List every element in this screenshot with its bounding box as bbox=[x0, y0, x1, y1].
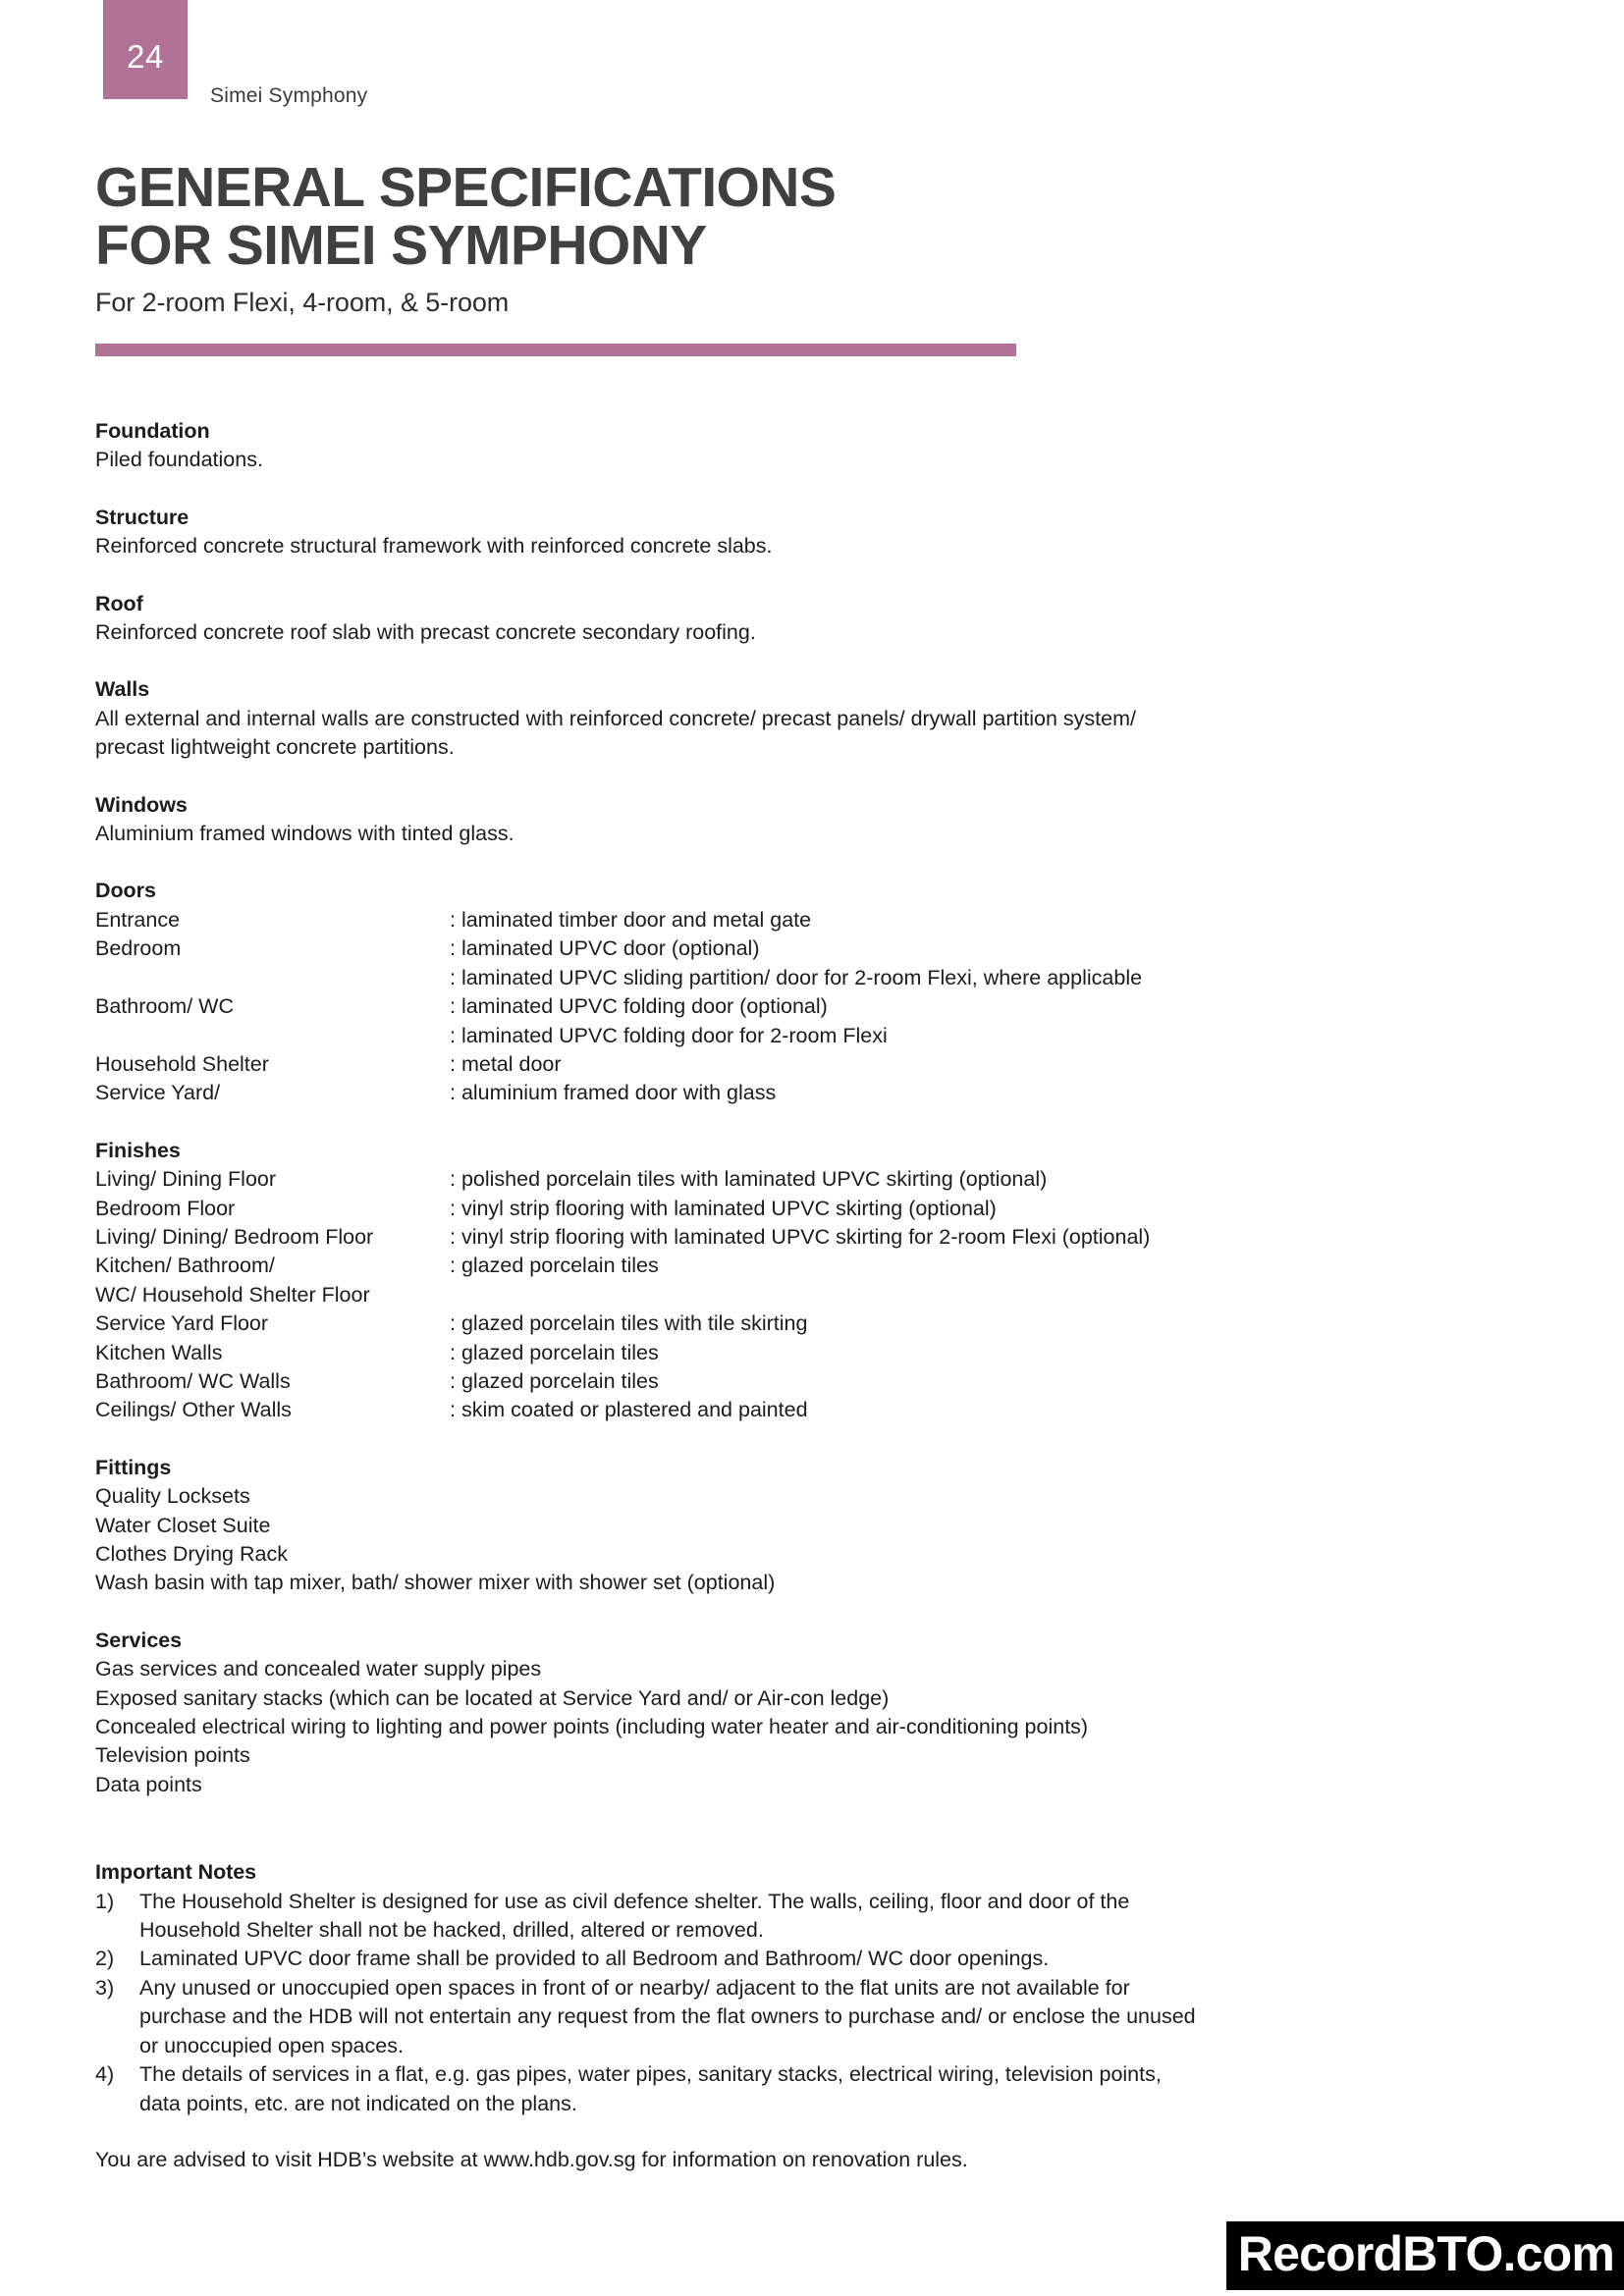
section-heading-roof: Roof bbox=[95, 591, 143, 615]
section-structure bbox=[95, 504, 1489, 561]
section-line: Clothes Drying Rack bbox=[95, 1542, 288, 1566]
section-line: Data points bbox=[95, 1772, 202, 1796]
note-number: 4) bbox=[95, 2062, 115, 2087]
spec-row bbox=[95, 1396, 1489, 1424]
section-line: Gas services and concealed water supply pipes bbox=[95, 1657, 542, 1682]
spec-value: : glazed porcelain tiles bbox=[450, 1340, 659, 1364]
section-line: Exposed sanitary stacks (which can be located at Service Yard and/ or Air-con ledge) bbox=[95, 1685, 890, 1710]
section-doors bbox=[95, 877, 1489, 1107]
note-line: purchase and the HDB will not entertain any request from the flat owners to purchase and/ or enclose the unused bbox=[139, 2004, 1196, 2029]
closing-statement: You are advised to visit HDB’s website at www.hdb.gov.sg for information on renovation rules. bbox=[95, 2147, 968, 2171]
section-line: Television points bbox=[95, 1743, 250, 1768]
note-line: Any unused or unoccupied open spaces in front of or nearby/ adjacent to the flat units are not available for bbox=[139, 1975, 1130, 2000]
spec-value: : laminated UPVC folding door for 2-room Flexi bbox=[450, 1023, 888, 1047]
section-roof bbox=[95, 590, 1489, 648]
title-divider-rule bbox=[95, 344, 1016, 356]
note-line: or unoccupied open spaces. bbox=[139, 2033, 404, 2057]
note-number: 3) bbox=[95, 1975, 115, 2000]
section-line: Piled foundations. bbox=[95, 448, 263, 472]
spec-label: Bedroom bbox=[95, 936, 182, 961]
spec-value: : glazed porcelain tiles with tile skirting bbox=[450, 1311, 808, 1336]
note-body bbox=[139, 2060, 1489, 2118]
spec-row bbox=[95, 1022, 1489, 1050]
page-title-line-2: FOR SIMEI SYMPHONY bbox=[95, 213, 707, 277]
spec-label: Bedroom Floor bbox=[95, 1196, 236, 1220]
spec-row bbox=[95, 964, 1489, 992]
spec-row bbox=[95, 992, 1489, 1021]
section-line: Reinforced concrete structural framework with reinforced concrete slabs. bbox=[95, 534, 773, 559]
section-walls bbox=[95, 675, 1489, 762]
spec-label: Entrance bbox=[95, 907, 181, 932]
section-line: Quality Locksets bbox=[95, 1484, 250, 1509]
section-heading-important-notes: Important Notes bbox=[95, 1860, 257, 1885]
section-services bbox=[95, 1627, 1489, 1799]
spec-label: Bathroom/ WC bbox=[95, 994, 234, 1019]
section-foundation bbox=[95, 417, 1489, 475]
note-line: Laminated UPVC door frame shall be provided to all Bedroom and Bathroom/ WC door openings. bbox=[139, 1947, 1050, 1971]
section-line: Wash basin with tap mixer, bath/ shower mixer with shower set (optional) bbox=[95, 1571, 776, 1595]
note-item bbox=[95, 2060, 1489, 2118]
section-line: All external and internal walls are constructed with reinforced concrete/ precast panels/ drywall partition system/ bbox=[95, 706, 1136, 730]
section-windows bbox=[95, 791, 1489, 849]
page-number-badge: 24 bbox=[103, 0, 188, 99]
note-body bbox=[139, 1974, 1489, 2060]
section-line: precast lightweight concrete partitions. bbox=[95, 735, 455, 760]
spec-label: Living/ Dining/ Bedroom Floor bbox=[95, 1224, 374, 1249]
spec-value: : metal door bbox=[450, 1051, 562, 1076]
section-line: Reinforced concrete roof slab with precast concrete secondary roofing. bbox=[95, 620, 756, 645]
spec-row bbox=[95, 1252, 1489, 1280]
title-block bbox=[95, 156, 1175, 356]
section-heading-windows: Windows bbox=[95, 792, 188, 817]
note-line: Household Shelter shall not be hacked, drilled, altered or removed. bbox=[139, 1918, 764, 1943]
spec-label: Living/ Dining Floor bbox=[95, 1167, 277, 1192]
spec-row bbox=[95, 1281, 1489, 1309]
spec-value: : polished porcelain tiles with laminated UPVC skirting (optional) bbox=[450, 1167, 1048, 1192]
section-finishes bbox=[95, 1137, 1489, 1425]
note-item bbox=[95, 1945, 1489, 1973]
spec-value: : laminated UPVC folding door (optional) bbox=[450, 994, 828, 1019]
spec-row bbox=[95, 934, 1489, 963]
spec-label: Household Shelter bbox=[95, 1051, 269, 1076]
section-heading-structure: Structure bbox=[95, 505, 189, 529]
page-header bbox=[0, 0, 1624, 128]
header-project-name: Simei Symphony bbox=[210, 84, 368, 107]
spec-row bbox=[95, 1309, 1489, 1338]
note-item bbox=[95, 1888, 1489, 1946]
spec-value: : laminated timber door and metal gate bbox=[450, 907, 812, 932]
section-heading-walls: Walls bbox=[95, 677, 150, 702]
section-heading-foundation: Foundation bbox=[95, 419, 210, 443]
page-title-line-1: GENERAL SPECIFICATIONS bbox=[95, 156, 837, 219]
page-title bbox=[95, 156, 1175, 277]
spec-row bbox=[95, 1367, 1489, 1396]
spec-row bbox=[95, 1050, 1489, 1079]
spec-label: Service Yard Floor bbox=[95, 1311, 269, 1336]
spec-row bbox=[95, 1339, 1489, 1367]
note-line: The details of services in a flat, e.g. gas pipes, water pipes, sanitary stacks, electrical wiring, television points, bbox=[139, 2062, 1162, 2087]
spec-value: : laminated UPVC sliding partition/ door for 2-room Flexi, where applicable bbox=[450, 965, 1143, 989]
note-line: data points, etc. are not indicated on the plans. bbox=[139, 2091, 577, 2115]
spec-label: Ceilings/ Other Walls bbox=[95, 1398, 292, 1422]
spec-row bbox=[95, 1223, 1489, 1252]
section-fittings bbox=[95, 1454, 1489, 1598]
note-body bbox=[139, 1945, 1489, 1973]
specifications-body bbox=[95, 417, 1489, 2203]
spec-label: Service Yard/ bbox=[95, 1081, 221, 1105]
note-number: 2) bbox=[95, 1947, 115, 1971]
section-heading-fittings: Fittings bbox=[95, 1455, 172, 1479]
section-heading-doors: Doors bbox=[95, 879, 156, 903]
note-line: The Household Shelter is designed for use as civil defence shelter. The walls, ceiling, floor and door of the bbox=[139, 1889, 1130, 1913]
note-number: 1) bbox=[95, 1889, 115, 1913]
note-item bbox=[95, 1974, 1489, 2060]
spec-value: : vinyl strip flooring with laminated UPVC skirting (optional) bbox=[450, 1196, 997, 1220]
spec-value: : skim coated or plastered and painted bbox=[450, 1398, 808, 1422]
page-subtitle: For 2-room Flexi, 4-room, & 5-room bbox=[95, 288, 510, 318]
spec-label: WC/ Household Shelter Floor bbox=[95, 1282, 370, 1307]
spec-label: Kitchen Walls bbox=[95, 1340, 223, 1364]
section-important-notes bbox=[95, 1858, 1489, 2174]
section-heading-services: Services bbox=[95, 1628, 183, 1652]
spec-value: : glazed porcelain tiles bbox=[450, 1254, 659, 1278]
note-body bbox=[139, 1888, 1489, 1946]
spec-value: : glazed porcelain tiles bbox=[450, 1368, 659, 1393]
section-heading-finishes: Finishes bbox=[95, 1138, 181, 1162]
spec-row bbox=[95, 1165, 1489, 1194]
spec-row bbox=[95, 906, 1489, 934]
spec-row bbox=[95, 1195, 1489, 1223]
section-line: Aluminium framed windows with tinted glass. bbox=[95, 822, 514, 846]
watermark-badge: RecordBTO.com bbox=[1226, 2221, 1624, 2290]
spec-value: : aluminium framed door with glass bbox=[450, 1081, 777, 1105]
section-line: Water Closet Suite bbox=[95, 1513, 271, 1537]
section-line: Concealed electrical wiring to lighting and power points (including water heater and air-conditioning points) bbox=[95, 1715, 1089, 1739]
spec-label: Kitchen/ Bathroom/ bbox=[95, 1254, 275, 1278]
spec-row bbox=[95, 1079, 1489, 1107]
spec-label: Bathroom/ WC Walls bbox=[95, 1368, 291, 1393]
spec-value: : laminated UPVC door (optional) bbox=[450, 936, 760, 961]
spec-value: : vinyl strip flooring with laminated UPVC skirting for 2-room Flexi (optional) bbox=[450, 1224, 1151, 1249]
